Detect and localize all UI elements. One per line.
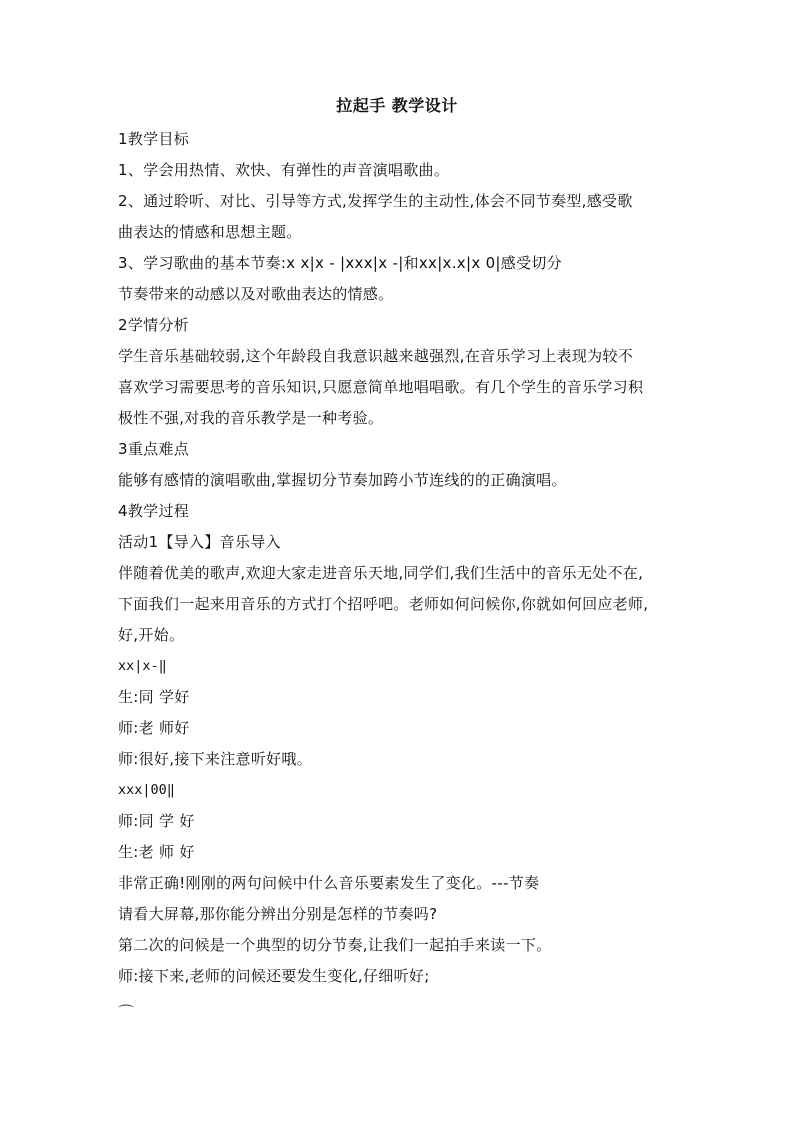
- dialogue-student-2: 生:老 师 好: [118, 843, 195, 861]
- rhythm-notation-1: xx|x-‖: [118, 658, 167, 674]
- goal-line-2: 2、通过聆听、对比、引导等方式,发挥学生的主动性,体会不同节奏型,感受歌: [118, 192, 633, 210]
- activity-1-heading: 活动1【导入】音乐导入: [118, 533, 281, 551]
- activity-intro-line-2: 下面我们一起来用音乐的方式打个招呼吧。老师如何问候你,你就如何回应老师,: [118, 595, 649, 613]
- process-line-3: 第二次的问候是一个典型的切分节奏,让我们一起拍手来读一下。: [118, 936, 552, 954]
- heading-teaching-process: 4教学过程: [118, 502, 190, 520]
- tie-mark-symbol: ⌒: [118, 1003, 135, 1022]
- goal-line-1: 1、学会用热情、欢快、有弹性的声音演唱歌曲。: [118, 161, 450, 179]
- heading-teaching-goals: 1教学目标: [118, 130, 190, 148]
- process-line-1: 非常正确!刚刚的两句问候中什么音乐要素发生了变化。---节奏: [118, 874, 540, 892]
- analysis-line-3: 极性不强,对我的音乐教学是一种考验。: [118, 409, 384, 427]
- heading-student-analysis: 2学情分析: [118, 316, 190, 334]
- heading-key-points: 3重点难点: [118, 440, 190, 458]
- activity-intro-line-3: 好,开始。: [118, 626, 185, 644]
- goal-line-3: 3、学习歌曲的基本节奏:x x|x - |xxx|x -|和xx|x.x|x 0|感受切分: [118, 254, 562, 272]
- dialogue-teacher-3: 师:同 学 好: [118, 812, 195, 830]
- analysis-line-1: 学生音乐基础较弱,这个年龄段自我意识越来越强烈,在音乐学习上表现为较不: [118, 347, 634, 365]
- dialogue-student-1: 生:同 学好: [118, 688, 190, 706]
- dialogue-teacher-1: 师:老 师好: [118, 719, 190, 737]
- goal-line-3-cont: 节奏带来的动感以及对歌曲表达的情感。: [118, 285, 394, 303]
- process-line-2: 请看大屏幕,那你能分辨出分别是怎样的节奏吗?: [118, 905, 438, 923]
- activity-intro-line-1: 伴随着优美的歌声,欢迎大家走进音乐天地,同学们,我们生活中的音乐无处不在,: [118, 564, 644, 582]
- rhythm-notation-2: xxx|00‖: [118, 782, 175, 798]
- process-line-4: 师:接下来,老师的问候还要发生变化,仔细听好;: [118, 967, 430, 985]
- document-body: [118, 124, 678, 992]
- document-title: 拉起手 教学设计: [336, 96, 458, 115]
- goal-line-2-cont: 曲表达的情感和思想主题。: [118, 223, 302, 241]
- analysis-line-2: 喜欢学习需要思考的音乐知识,只愿意简单地唱唱歌。有几个学生的音乐学习积: [118, 378, 644, 396]
- key-points-line: 能够有感情的演唱歌曲,掌握切分节奏加跨小节连线的的正确演唱。: [118, 471, 567, 489]
- dialogue-teacher-2: 师:很好,接下来注意听好哦。: [118, 750, 313, 768]
